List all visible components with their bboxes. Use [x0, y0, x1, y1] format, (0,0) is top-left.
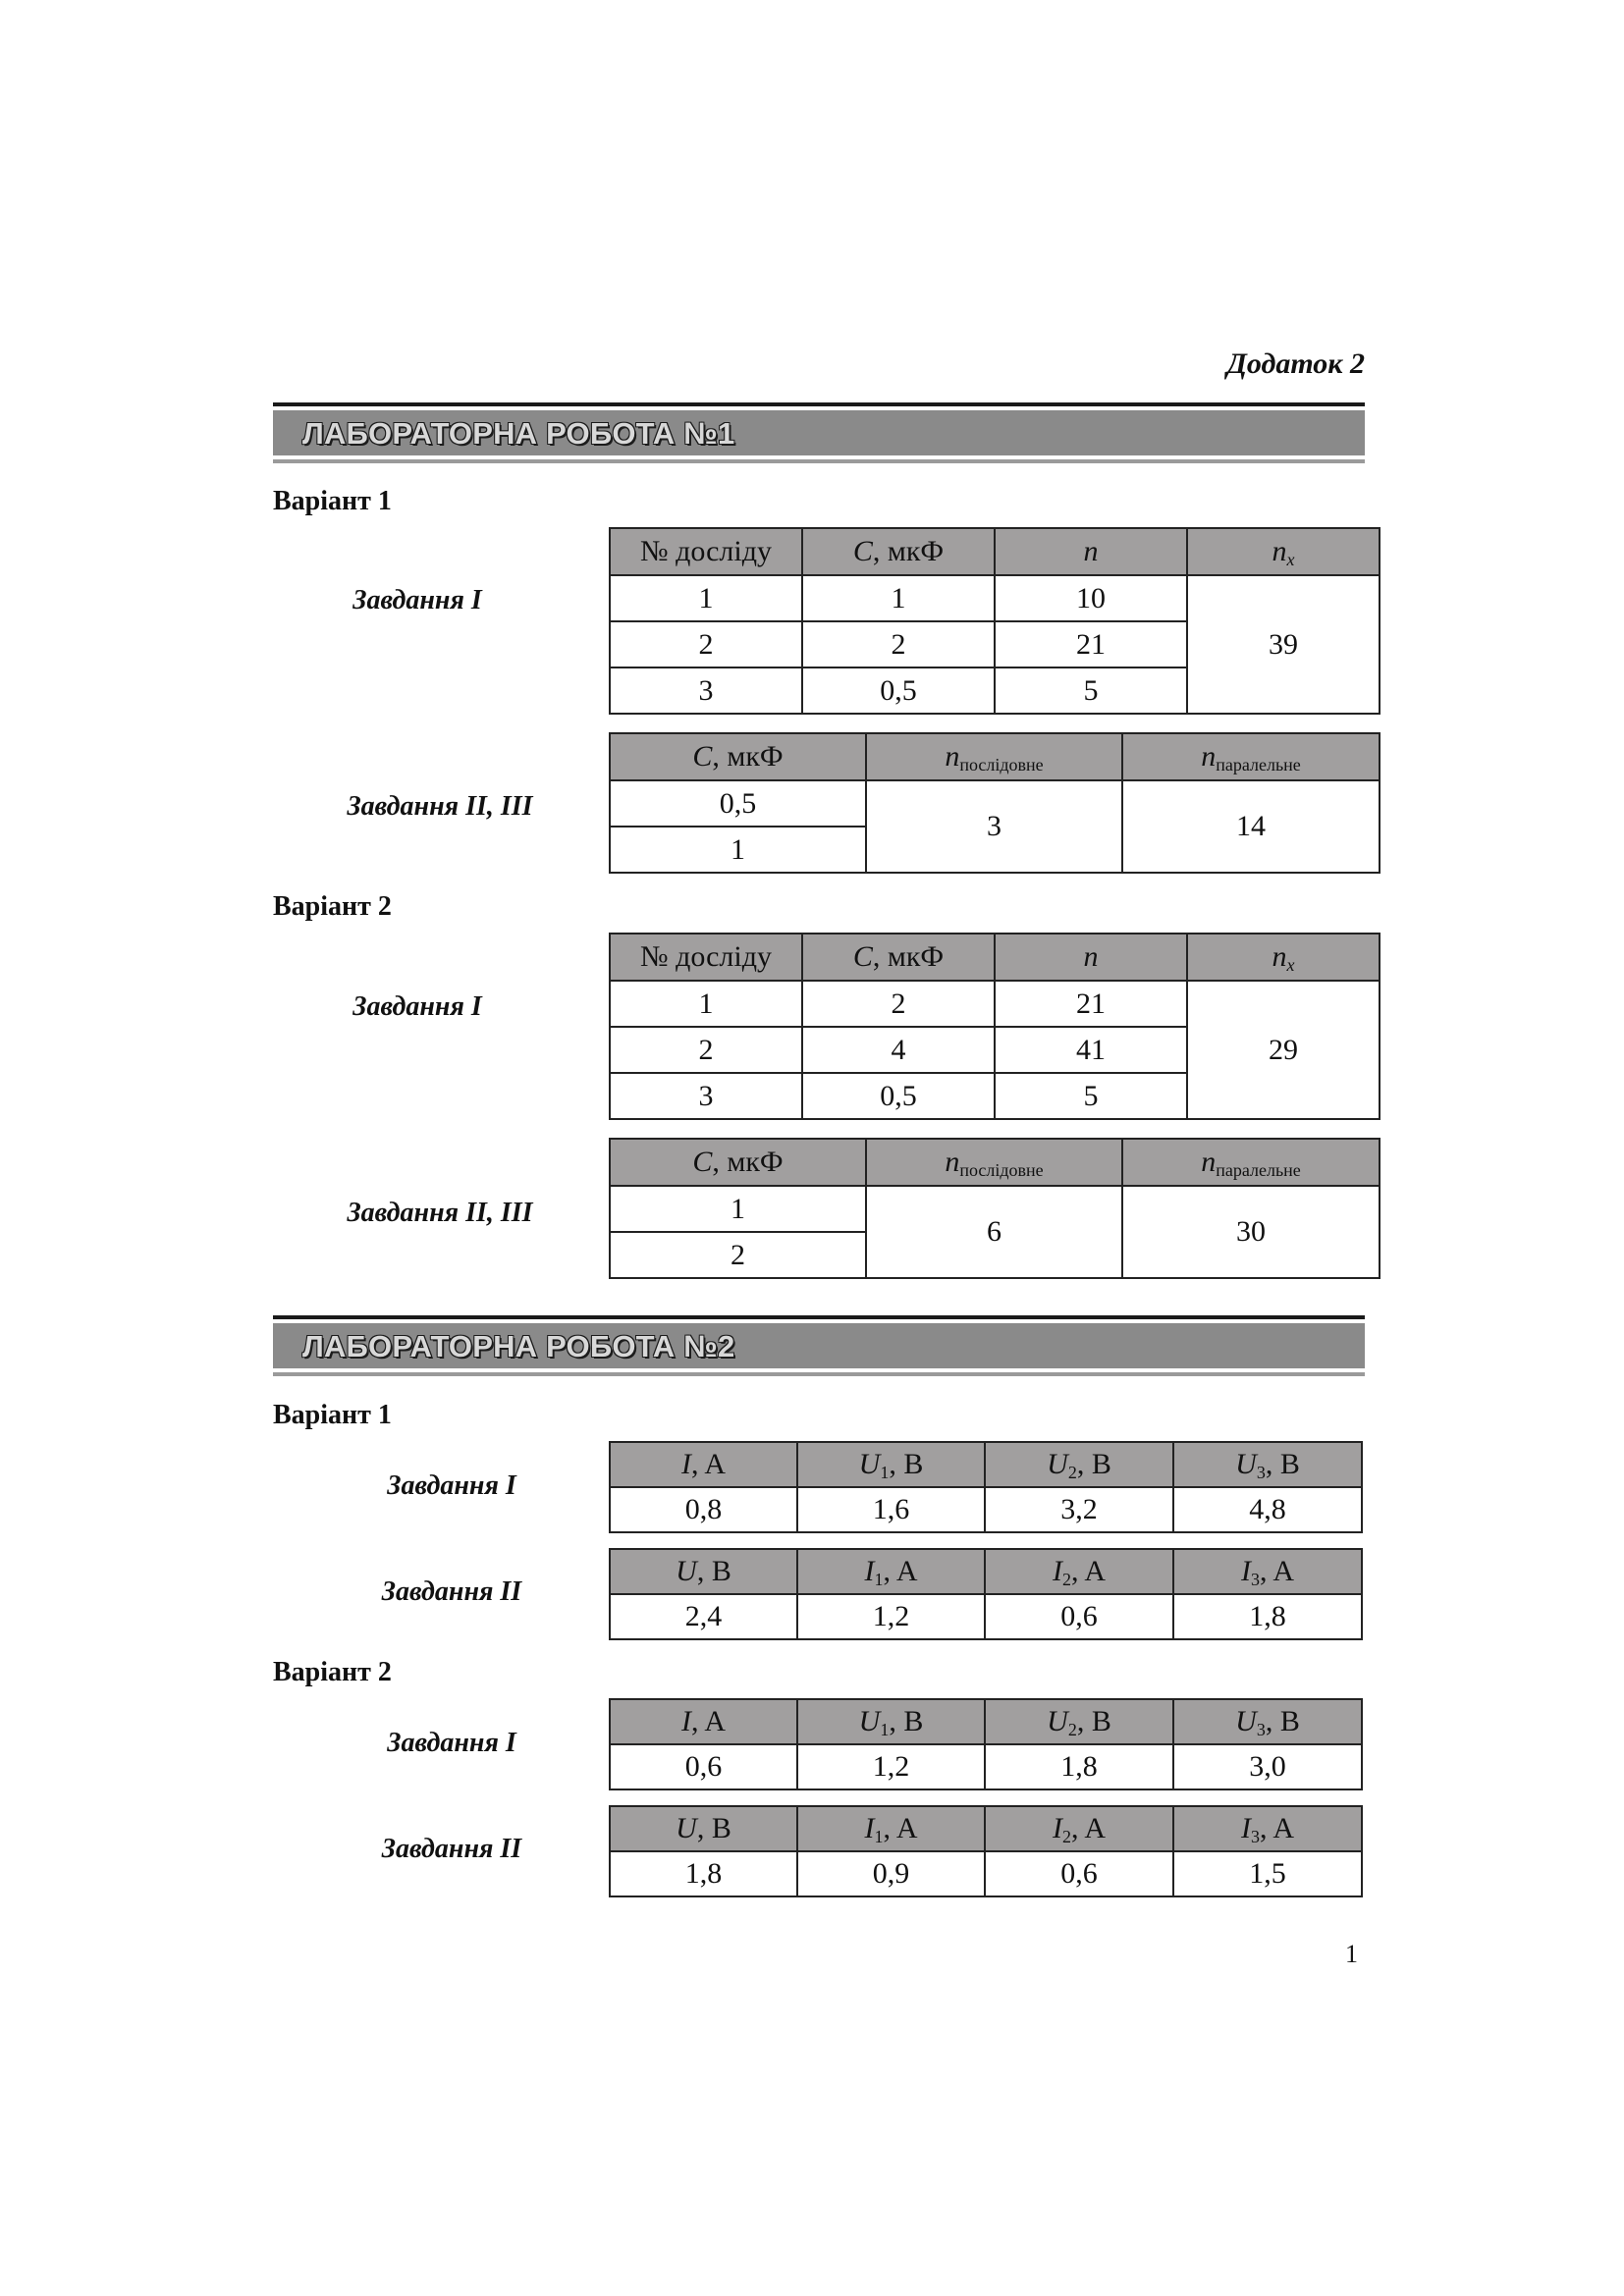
table-cell: 21	[995, 621, 1187, 667]
lab2-v1-task1-label: Завдання I	[387, 1470, 516, 1501]
serial-cell: 6	[866, 1186, 1122, 1278]
header-cell: n	[995, 528, 1187, 575]
header-cell: $I_2$, A	[985, 1806, 1173, 1851]
lab2-v2-task2-label: Завдання II	[381, 1834, 522, 1864]
lab1-v2-task1-label: Завдання I	[352, 991, 482, 1022]
header-cell: $U_3$, B	[1173, 1442, 1362, 1487]
table-cell: 1	[610, 1186, 866, 1232]
table-cell: 1,2	[797, 1744, 985, 1789]
lab1-variant1-label: Варіант 1	[273, 486, 392, 516]
header-cell: $U_3$, B	[1173, 1699, 1362, 1744]
table-cell: 0,5	[802, 1073, 995, 1119]
table-cell: 1	[610, 575, 802, 621]
table-cell: 21	[995, 981, 1187, 1027]
header-cell: № досліду	[610, 528, 802, 575]
table-cell: 2,4	[610, 1594, 797, 1639]
table-header-row	[610, 1139, 1380, 1186]
header-cell: $I_2$, A	[985, 1549, 1173, 1594]
table-cell: 4,8	[1173, 1487, 1362, 1532]
lab1-v1-task1-table	[609, 527, 1380, 715]
table-cell: 3,2	[985, 1487, 1173, 1532]
table-cell: 3	[610, 667, 802, 714]
header-cell: $U_1$, B	[797, 1699, 985, 1744]
appendix-label: Додаток 2	[1226, 347, 1365, 380]
header-cell: $I_3$, A	[1173, 1549, 1362, 1594]
table-cell: 2	[610, 1027, 802, 1073]
lab2-v2-task1-label: Завдання I	[387, 1728, 516, 1758]
header-cell: $n_{послідовне}$	[866, 1139, 1122, 1186]
table-cell: 3	[610, 1073, 802, 1119]
table-row	[610, 1487, 1362, 1532]
header-cell: $n_{паралельне}$	[1122, 1139, 1380, 1186]
table-header-row	[610, 733, 1380, 780]
table-row	[610, 1851, 1362, 1896]
table-cell: 3,0	[1173, 1744, 1362, 1789]
table-cell: 1,8	[1173, 1594, 1362, 1639]
header-cell: C, мкФ	[610, 733, 866, 780]
table-header-row	[610, 1549, 1362, 1594]
table-header-row	[610, 934, 1380, 981]
lab1-v1-task1-label: Завдання I	[352, 585, 482, 615]
table-cell: 2	[610, 621, 802, 667]
lab2-variant2-label: Варіант 2	[273, 1657, 392, 1687]
header-cell: C, мкФ	[610, 1139, 866, 1186]
lab1-title: ЛАБОРАТОРНА РОБОТА №1	[302, 416, 735, 451]
lab2-variant1-label: Варіант 1	[273, 1400, 392, 1430]
table-row	[610, 1186, 1380, 1232]
table-cell: 1,6	[797, 1487, 985, 1532]
table-cell: 2	[610, 1232, 866, 1278]
table-cell: 0,5	[802, 667, 995, 714]
table-cell: 0,8	[610, 1487, 797, 1532]
table-cell: 2	[802, 621, 995, 667]
header-cell: $n_{паралельне}$	[1122, 733, 1380, 780]
lab1-variant2-label: Варіант 2	[273, 891, 392, 922]
lab2-title: ЛАБОРАТОРНА РОБОТА №2	[302, 1329, 735, 1363]
table-row	[610, 1744, 1362, 1789]
lab1-v2-task2-table	[609, 1138, 1380, 1279]
header-cell: № досліду	[610, 934, 802, 981]
table-header-row	[610, 528, 1380, 575]
header-cell: C, мкФ	[802, 934, 995, 981]
header-cell: U, B	[610, 1806, 797, 1851]
table-cell: 1,8	[985, 1744, 1173, 1789]
table-cell: 0,9	[797, 1851, 985, 1896]
lab1-banner	[273, 402, 1365, 463]
lab1-v2-task2-label: Завдання II, III	[347, 1198, 533, 1228]
table-cell: 1	[610, 981, 802, 1027]
lab2-banner	[273, 1315, 1365, 1376]
table-header-row	[610, 1806, 1362, 1851]
table-row	[610, 1594, 1362, 1639]
header-cell: C, мкФ	[802, 528, 995, 575]
header-cell: $U_1$, B	[797, 1442, 985, 1487]
table-cell: 1	[802, 575, 995, 621]
header-cell: $I_3$, A	[1173, 1806, 1362, 1851]
lab2-v1-task1-table	[609, 1441, 1363, 1533]
table-cell: 4	[802, 1027, 995, 1073]
table-cell: 0,5	[610, 780, 866, 827]
table-header-row	[610, 1699, 1362, 1744]
parallel-cell: 30	[1122, 1186, 1380, 1278]
table-cell: 2	[802, 981, 995, 1027]
header-cell: $U_2$, B	[985, 1699, 1173, 1744]
nx-cell: 39	[1187, 575, 1380, 714]
table-cell: 1	[610, 827, 866, 873]
header-cell: $n_x$	[1187, 934, 1380, 981]
table-row	[610, 575, 1380, 621]
table-cell: 1,5	[1173, 1851, 1362, 1896]
header-cell: $I_1$, A	[797, 1806, 985, 1851]
lab2-v1-task2-label: Завдання II	[381, 1576, 522, 1607]
nx-cell: 29	[1187, 981, 1380, 1119]
table-header-row	[610, 1442, 1362, 1487]
serial-cell: 3	[866, 780, 1122, 873]
table-cell: 0,6	[985, 1594, 1173, 1639]
header-cell: $I_1$, A	[797, 1549, 985, 1594]
header-cell: I, A	[610, 1699, 797, 1744]
header-cell: $U_2$, B	[985, 1442, 1173, 1487]
table-cell: 5	[995, 667, 1187, 714]
header-cell: $n_x$	[1187, 528, 1380, 575]
page-number: 1	[1345, 1940, 1358, 1968]
table-cell: 1,2	[797, 1594, 985, 1639]
table-row	[610, 780, 1380, 827]
lab1-v1-task2-table	[609, 732, 1380, 874]
header-cell: I, A	[610, 1442, 797, 1487]
table-cell: 0,6	[610, 1744, 797, 1789]
parallel-cell: 14	[1122, 780, 1380, 873]
table-row	[610, 981, 1380, 1027]
header-cell: U, B	[610, 1549, 797, 1594]
lab2-v1-task2-table	[609, 1548, 1363, 1640]
header-cell: $n_{послідовне}$	[866, 733, 1122, 780]
table-cell: 1,8	[610, 1851, 797, 1896]
header-cell: n	[995, 934, 1187, 981]
lab2-v2-task2-table	[609, 1805, 1363, 1897]
lab1-v2-task1-table	[609, 933, 1380, 1120]
table-cell: 10	[995, 575, 1187, 621]
lab2-v2-task1-table	[609, 1698, 1363, 1790]
table-cell: 0,6	[985, 1851, 1173, 1896]
table-cell: 5	[995, 1073, 1187, 1119]
table-cell: 41	[995, 1027, 1187, 1073]
lab1-v1-task2-label: Завдання II, III	[347, 791, 533, 822]
